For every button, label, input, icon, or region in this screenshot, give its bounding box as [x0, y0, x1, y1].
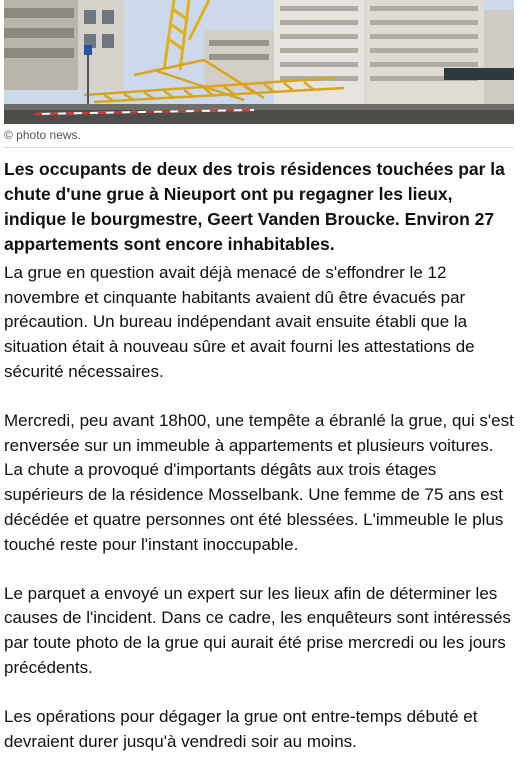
article-lead: Les occupants de deux des trois résidences touchées par la chute d'une grue à Nieuport ont pu regagner les lieux, indique le bourgmestre, Geert Vanden Broucke. Environ 27 appartements sont encore inhabitables. [4, 159, 505, 254]
article-body [4, 157, 516, 764]
photo-credit: © photo news. [4, 128, 81, 142]
collapsed-crane-photo [4, 0, 514, 124]
article-paragraph-4: Les opérations pour dégager la grue ont entre-temps débuté et devraient durer jusqu'à vendredi soir au moins. [4, 707, 478, 751]
article-photo [4, 0, 514, 124]
article-paragraph-3: Le parquet a envoyé un expert sur les lieux afin de déterminer les causes de l'incident. Dans ce cadre, les enquêteurs sont intéressés par toute photo de la grue qui aurait été prise mercredi ou les jours précédents. [4, 583, 511, 677]
article-paragraph-2: Mercredi, peu avant 18h00, une tempête a ébranlé la grue, qui s'est renversée sur un immeuble à appartements et plusieurs voitures. La chute a provoqué d'importants dégâts aux trois étages supérieurs de la résidence Mosselbank. Une femme de 75 ans est décédée et quatre personnes ont été blessées. L'immeuble le plus touché reste pour l'instant inoccupable. [4, 411, 514, 554]
article-paragraph-1: La grue en question avait déjà menacé de s'effondrer le 12 novembre et cinquante habitants avaient dû être évacués par précaution. Un bureau indépendant avait ensuite établi que la situation était à nouveau sûre et avait fourni les attestations de sécurité nécessaires. [4, 263, 475, 381]
divider [4, 147, 514, 148]
